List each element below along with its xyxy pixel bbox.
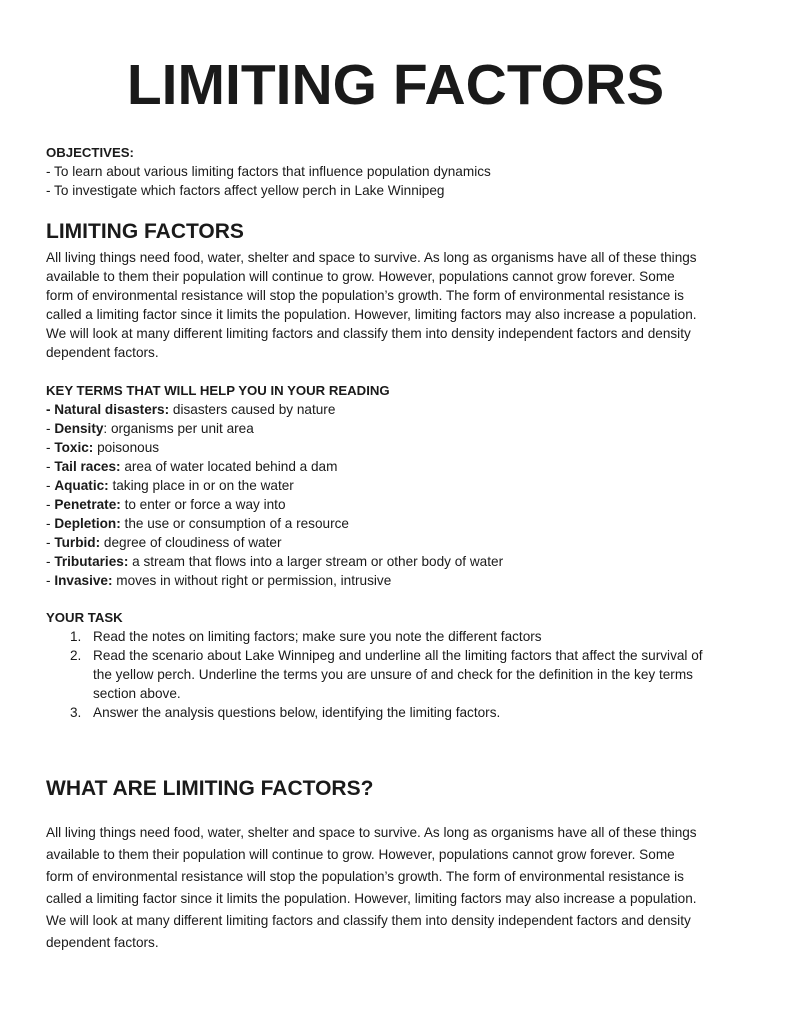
paragraph-line: called a limiting factor since it limits the population. However, limiting factors may also increase a population. [46,891,697,906]
key-term-name: Tail races: [54,459,121,474]
key-term-name: Turbid: [54,535,101,550]
key-term-item [46,476,746,495]
key-term-item [46,552,746,571]
task-item [46,646,746,703]
paragraph-line: We will look at many different limiting factors and classify them into density independent factors and density [46,326,691,341]
key-terms-section [46,381,746,590]
key-term-item [46,533,746,552]
key-term-name: Depletion: [54,516,121,531]
key-term-item [46,400,746,419]
objective-item: - To investigate which factors affect yellow perch in Lake Winnipeg [46,183,445,198]
limiting-factors-paragraph [46,248,746,362]
paragraph-line: dependent factors. [46,935,159,950]
objectives-section [46,143,746,200]
key-term-item [46,457,746,476]
task-line: section above. [93,686,181,701]
key-term-name: Invasive: [54,573,113,588]
key-term-definition: taking place in or on the water [108,478,294,493]
key-term-name: Density [54,421,104,436]
objectives-heading: OBJECTIVES: [46,145,134,160]
key-term-definition: to enter or force a way into [120,497,286,512]
what-are-limiting-factors-paragraph [46,822,746,954]
key-term-definition: degree of cloudiness of water [100,535,282,550]
key-term-prefix: - [46,440,55,455]
paragraph-line: called a limiting factor since it limits the population. However, limiting factors may also increase a population. [46,307,697,322]
limiting-factors-heading: LIMITING FACTORS [46,220,244,243]
objective-item: - To learn about various limiting factors that influence population dynamics [46,164,491,179]
paragraph-line: form of environmental resistance will stop the population’s growth. The form of environmental resistance is [46,869,684,884]
key-term-item [46,514,746,533]
key-term-prefix: - [46,459,55,474]
key-term-definition: area of water located behind a dam [120,459,338,474]
your-task-section [46,608,746,722]
paragraph-line: available to them their population will continue to grow. However, populations cannot grow forever. Some [46,847,675,862]
paragraph-line: dependent factors. [46,345,159,360]
key-term-prefix: - [46,516,55,531]
your-task-heading: YOUR TASK [46,610,123,625]
key-term-prefix: - [46,478,55,493]
paragraph-line: available to them their population will continue to grow. However, populations cannot grow forever. Some [46,269,675,284]
task-line: the yellow perch. Underline the terms you are unsure of and check for the definition in the key terms [93,667,693,682]
task-line: Answer the analysis questions below, identifying the limiting factors. [93,705,501,720]
what-are-limiting-factors-heading: WHAT ARE LIMITING FACTORS? [46,777,374,800]
key-term-item [46,438,746,457]
key-term-definition: disasters caused by nature [169,402,336,417]
key-terms-heading: KEY TERMS THAT WILL HELP YOU IN YOUR READING [46,383,390,398]
key-term-prefix: - [46,535,55,550]
key-term-name: Penetrate: [54,497,121,512]
task-line: Read the notes on limiting factors; make sure you note the different factors [93,629,542,644]
task-list [46,627,746,722]
task-item [46,627,746,646]
paragraph-line: form of environmental resistance will stop the population’s growth. The form of environmental resistance is [46,288,684,303]
task-number: 1. [70,629,82,644]
paragraph-line: All living things need food, water, shelter and space to survive. As long as organisms have all of these things [46,825,697,840]
paragraph-line: We will look at many different limiting factors and classify them into density independent factors and density [46,913,691,928]
task-item [46,703,746,722]
key-term-definition: : organisms per unit area [103,421,254,436]
task-number: 2. [70,648,82,663]
key-term-prefix: - [46,573,55,588]
key-term-prefix: - [46,497,55,512]
key-term-definition: moves in without right or permission, intrusive [112,573,392,588]
key-term-prefix: - [46,421,55,436]
key-term-definition: the use or consumption of a resource [120,516,349,531]
key-term-item [46,419,746,438]
task-number: 3. [70,705,82,720]
key-term-name: Toxic: [54,440,94,455]
paragraph-line: All living things need food, water, shelter and space to survive. As long as organisms have all of these things [46,250,697,265]
key-term-name: Aquatic: [54,478,109,493]
key-term-prefix: - [46,554,55,569]
key-term-name: Tributaries: [54,554,129,569]
key-term-name: - Natural disasters: [46,402,170,417]
key-term-item [46,495,746,514]
key-term-item [46,571,746,590]
key-term-definition: poisonous [93,440,160,455]
page-title: LIMITING FACTORS [126,53,665,117]
task-line: Read the scenario about Lake Winnipeg and underline all the limiting factors that affect the survival of [93,648,703,663]
key-term-definition: a stream that flows into a larger stream or other body of water [128,554,504,569]
